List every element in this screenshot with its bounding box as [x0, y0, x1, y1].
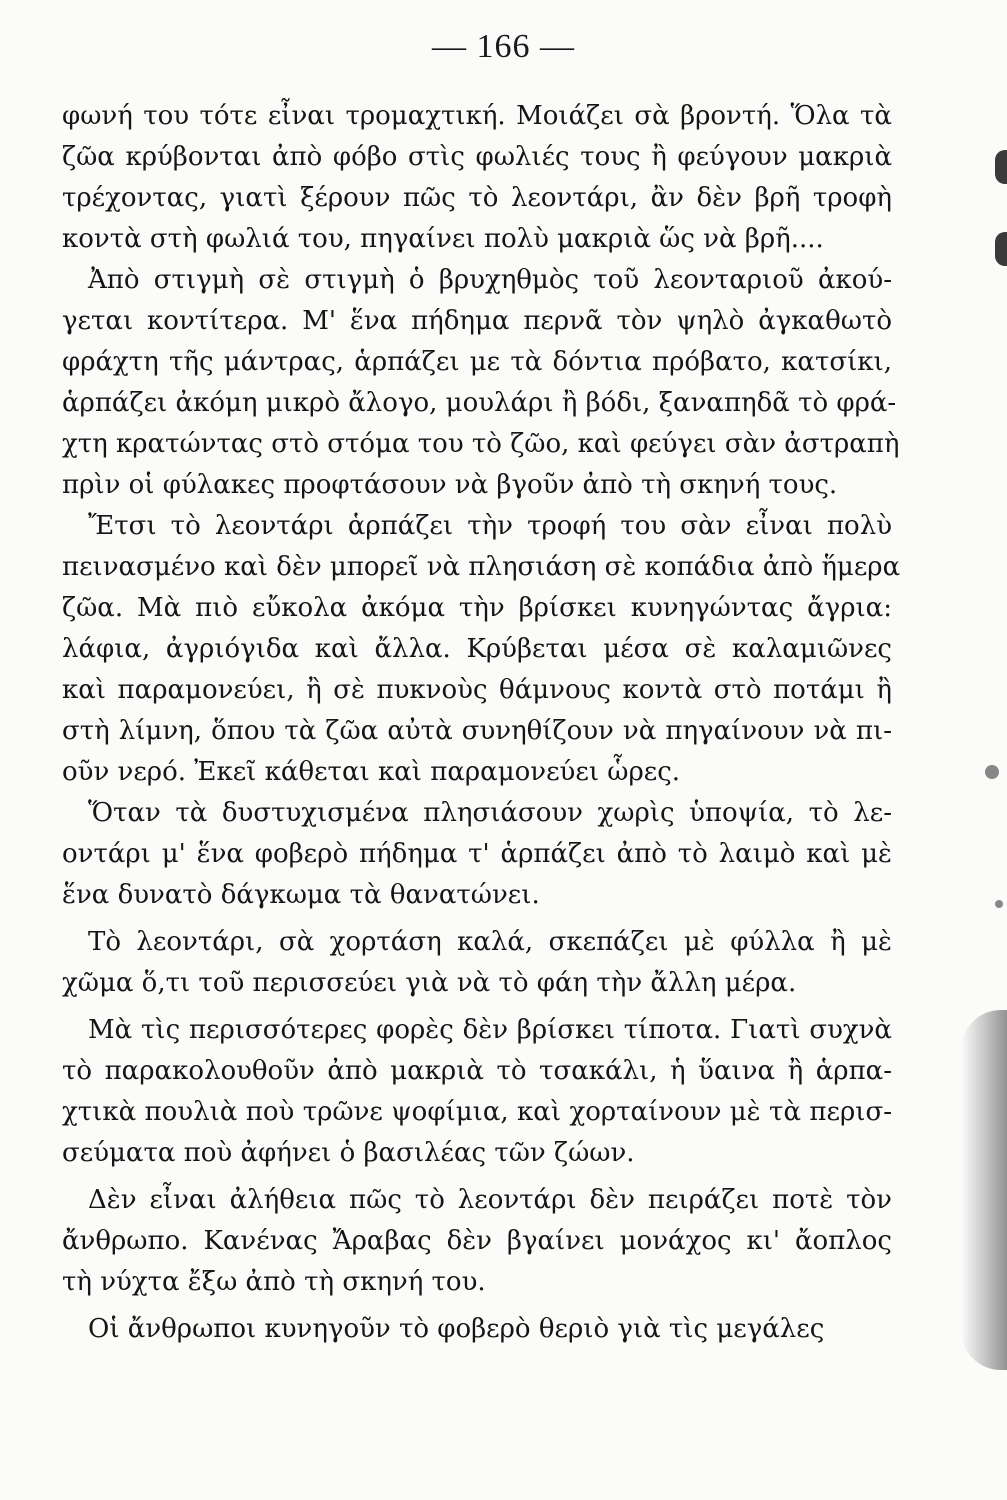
paragraph [62, 793, 892, 916]
text-line: ἄνθρωπο. Κανένας Ἄραβας δὲν βγαίνει μονάχος κι' ἄοπλος [62, 1226, 892, 1256]
body-text [62, 96, 901, 1350]
text-line: ζῶα. Μὰ πιὸ εὔκολα ἀκόμα τὴν βρίσκει κυνηγώντας ἄγρια: [62, 593, 892, 623]
text-line: κοντὰ στὴ φωλιά του, πηγαίνει πολὺ μακριὰ ὥς νὰ βρῆ.... [62, 224, 824, 254]
text-line: φωνή του τότε εἶναι τρομαχτική. Μοιάζει σὰ βροντή. Ὅλα τὰ [62, 101, 892, 131]
text-line: Ἀπὸ στιγμὴ σὲ στιγμὴ ὁ βρυχηθμὸς τοῦ λεονταριοῦ ἀκού- [88, 265, 892, 295]
text-line: γεται κοντίτερα. Μ' ἕνα πήδημα περνᾶ τὸν ψηλὸ ἀγκαθωτὸ [62, 306, 892, 336]
text-line: οῦν νερό. Ἐκεῖ κάθεται καὶ παραμονεύει ὧρες. [62, 757, 681, 787]
paragraph [62, 260, 900, 506]
page-number: — 166 — [432, 28, 575, 65]
text-line: σεύματα ποὺ ἀφήνει ὁ βασιλέας τῶν ζώων. [62, 1138, 635, 1168]
text-line: στὴ λίμνη, ὅπου τὰ ζῶα αὐτὰ συνηθίζουν νὰ πηγαίνουν νὰ πι- [62, 716, 892, 746]
binding-hole [995, 150, 1007, 184]
paragraph [62, 922, 892, 1004]
text-line: ζῶα κρύβονται ἀπὸ φόβο στὶς φωλιές τους ἢ φεύγουν μακριὰ [62, 142, 892, 172]
paragraph [62, 1180, 892, 1303]
text-line: Δὲν εἶναι ἀλήθεια πῶς τὸ λεοντάρι δὲν πειράζει ποτὲ τὸν [88, 1185, 892, 1215]
paper-speck [985, 765, 999, 779]
text-line: χτη κρατώντας στὸ στόμα του τὸ ζῶο, καὶ φεύγει σὰν ἀστραπὴ [62, 429, 900, 459]
text-line: τὴ νύχτα ἔξω ἀπὸ τὴ σκηνή του. [62, 1267, 486, 1297]
text-line: φράχτη τῆς μάντρας, ἁρπάζει με τὰ δόντια πρόβατο, κατσίκι, [62, 347, 892, 377]
text-line: καὶ παραμονεύει, ἢ σὲ πυκνοὺς θάμνους κοντὰ στὸ ποτάμι ἢ [62, 675, 892, 705]
text-line: Ἔτσι τὸ λεοντάρι ἁρπάζει τὴν τροφή του σὰν εἶναι πολὺ [88, 511, 892, 541]
text-line: χῶμα ὅ,τι τοῦ περισσεύει γιὰ νὰ τὸ φάη τὴν ἄλλη μέρα. [62, 968, 797, 998]
text-line: ἕνα δυνατὸ δάγκωμα τὰ θανατώνει. [62, 880, 540, 910]
text-line: τὸ παρακολουθοῦν ἀπὸ μακριὰ τὸ τσακάλι, ἡ ὕαινα ἢ ἁρπα- [62, 1056, 892, 1086]
paragraph [62, 1010, 892, 1174]
text-line: τρέχοντας, γιατὶ ξέρουν πῶς τὸ λεοντάρι, ἂν δὲν βρῆ τροφὴ [62, 183, 892, 213]
text-line: ἁρπάζει ἀκόμη μικρὸ ἄλογο, μουλάρι ἢ βόδι, ξαναπηδᾶ τὸ φρά- [62, 388, 897, 418]
text-line: Οἱ ἄνθρωποι κυνηγοῦν τὸ φοβερὸ θεριὸ γιὰ τὶς μεγάλες [88, 1314, 825, 1344]
paragraph [62, 1309, 892, 1350]
text-line: Μὰ τὶς περισσότερες φορὲς δὲν βρίσκει τίποτα. Γιατὶ συχνὰ [88, 1015, 892, 1045]
text-line: χτικὰ πουλιὰ ποὺ τρῶνε ψοφίμια, καὶ χορταίνουν μὲ τὰ περισ- [62, 1097, 892, 1127]
binding-hole [995, 232, 1007, 266]
text-line: πεινασμένο καὶ δὲν μπορεῖ νὰ πλησιάση σὲ κοπάδια ἀπὸ ἥμερα [62, 552, 901, 582]
text-line: Τὸ λεοντάρι, σὰ χορτάση καλά, σκεπάζει μὲ φύλλα ἢ μὲ [88, 927, 892, 957]
text-line: λάφια, ἀγριόγιδα καὶ ἄλλα. Κρύβεται μέσα σὲ καλαμιῶνες [62, 634, 892, 664]
paragraph [62, 96, 892, 260]
paper-speck [995, 900, 1003, 908]
scan-edge-shadow [961, 1010, 1007, 1370]
text-line: οντάρι μ' ἕνα φοβερὸ πήδημα τ' ἁρπάζει ἀπὸ τὸ λαιμὸ καὶ μὲ [62, 839, 892, 869]
text-line: Ὅταν τὰ δυστυχισμένα πλησιάσουν χωρὶς ὑποψία, τὸ λε- [88, 798, 892, 828]
text-line: πρὶν οἱ φύλακες προφτάσουν νὰ βγοῦν ἀπὸ τὴ σκηνή τους. [62, 470, 838, 500]
paragraph [62, 506, 901, 793]
